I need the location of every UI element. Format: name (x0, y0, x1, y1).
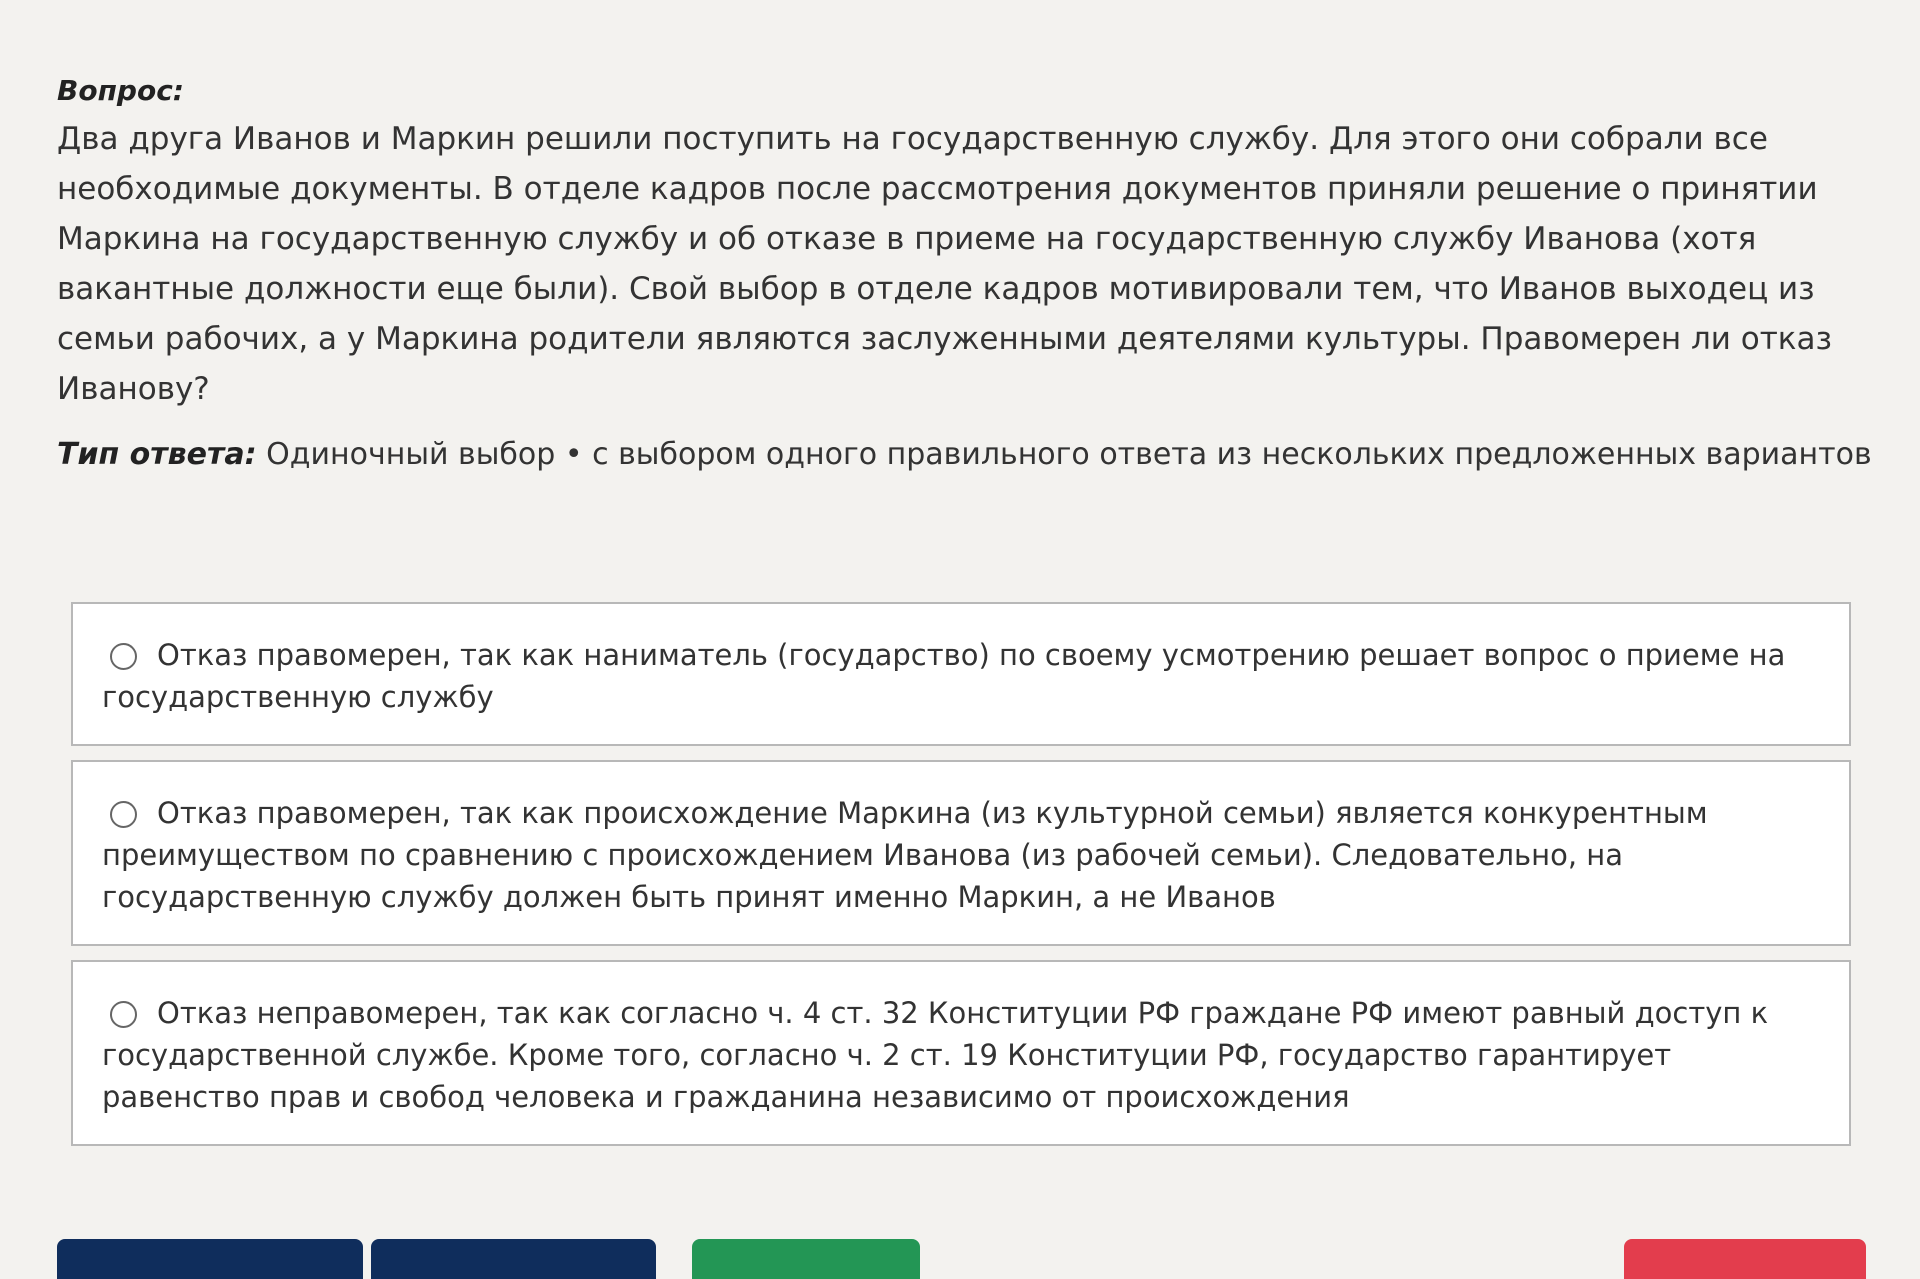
answer-type-value: Одиночный выбор • с выбором одного правильного ответа из нескольких предложенных вариантов (266, 437, 1872, 472)
nav-button-1[interactable] (57, 1239, 363, 1279)
radio-button[interactable] (110, 801, 137, 828)
radio-button[interactable] (110, 1001, 137, 1028)
answer-option-text: Отказ правомерен, так как происхождение Маркина (из культурной семьи) является конкурентным преимуществом по сравнению с происхождением Иванова (из рабочей семьи). Следовательно, на государственную службу должен быть принят именно Маркин, а не Иванов (102, 796, 1708, 914)
radio-button[interactable] (110, 643, 137, 670)
question-block (57, 68, 1877, 414)
answer-option-text: Отказ неправомерен, так как согласно ч. 4 ст. 32 Конституции РФ граждане РФ имеют равный доступ к государственной службе. Кроме того, согласно ч. 2 ст. 19 Конституции РФ, государство гарантирует равенство прав и свобод человека и гражданина независимо от происхождения (102, 996, 1769, 1114)
answer-option-2[interactable] (71, 760, 1851, 946)
nav-button-2[interactable] (371, 1239, 656, 1279)
answer-type (57, 430, 1877, 480)
answer-type-label: Тип ответа: (57, 437, 257, 472)
answer-option-1[interactable] (71, 602, 1851, 746)
answer-option-3[interactable] (71, 960, 1851, 1146)
answer-option-text: Отказ правомерен, так как наниматель (государство) по своему усмотрению решает вопрос о приеме на государственную службу (102, 638, 1786, 714)
danger-button[interactable] (1624, 1239, 1866, 1279)
question-label: Вопрос: (57, 74, 184, 107)
submit-button[interactable] (692, 1239, 920, 1279)
answer-options (71, 602, 1851, 1160)
question-text: Два друга Иванов и Маркин решили поступить на государственную службу. Для этого они собрали все необходимые документы. В отделе кадров после рассмотрения документов приняли решение о принятии Маркина на государственную службу и об отказе в приеме на государственную службу Иванова (хотя вакантные должности еще были). Свой выбор в отделе кадров мотивировали тем, что Иванов выходец из семьи рабочих, а у Маркина родители являются заслуженными деятелями культуры. Правомерен ли отказ Иванову? (57, 121, 1832, 407)
